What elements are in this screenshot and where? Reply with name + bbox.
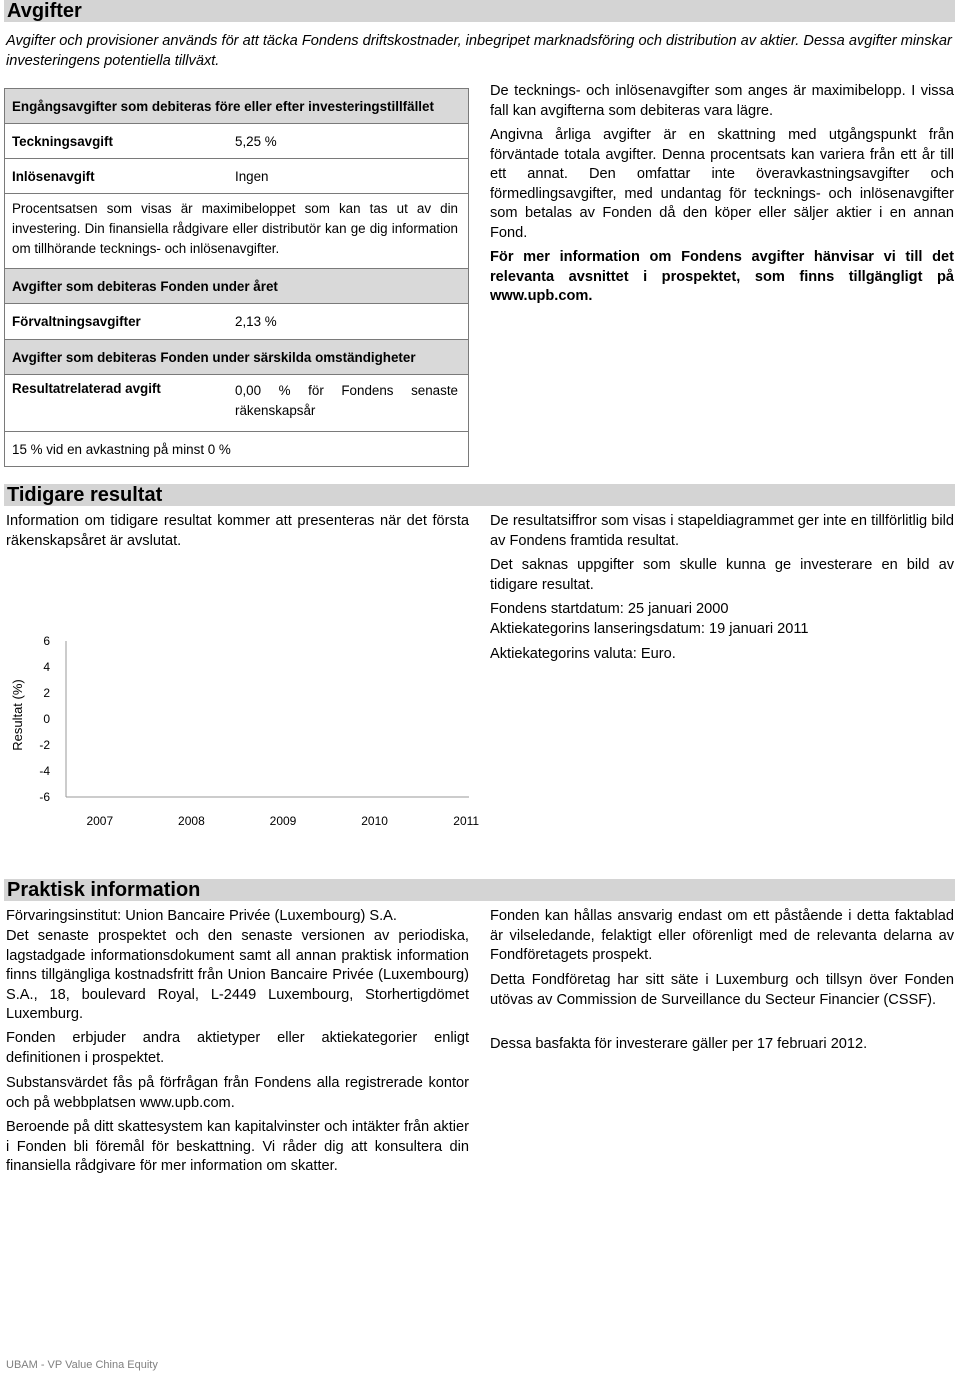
practical-right-p2: Detta Fondföretag har sitt säte i Luxemburg och tillsyn över Fonden utövas av Commission de Surveillance du Secteur Financier (CSSF).: [490, 972, 954, 1008]
chart-y-tick-label: -4: [39, 764, 50, 778]
practical-left-p1: Förvaringsinstitut: Union Bancaire Privée (Luxembourg) S.A.: [6, 908, 397, 924]
max-fee-note: Procentsatsen som visas är maximibeloppet som kan tas ut av din investering. Din finansiella rådgivare eller distributör kan ge dig information om tillhörande tecknings- och inlösenavgifter.: [4, 193, 469, 269]
practical-right-p3: Dessa basfakta för investerare gäller per 17 februari 2012.: [490, 1036, 868, 1052]
practical-info-title: Praktisk information: [4, 879, 955, 901]
performance-chart: [0, 600, 480, 840]
exit-fee-value: Ingen: [235, 168, 269, 184]
special-fees-heading: Avgifter som debiteras Fonden under särskilda omständigheter: [4, 339, 469, 375]
practical-left-p3: Fonden erbjuder andra aktietyper eller aktiekategorier enligt definitionen i prospektet.: [6, 1030, 469, 1066]
document-footer: UBAM - VP Value China Equity: [6, 1359, 158, 1371]
chart-y-axis-label: Resultat (%): [10, 679, 25, 751]
exit-fee-label: Inlösenavgift: [12, 168, 95, 184]
chart-y-tick-label: -6: [39, 790, 50, 804]
past-right-p1: De resultatsiffror som visas i stapeldiagrammet ger inte en tillförlitlig bild av Fondens framtida resultat.: [490, 513, 954, 549]
entry-fee-row: [4, 123, 469, 159]
chart-x-tick-label: 2007: [86, 814, 114, 828]
entry-fee-label: Teckningsavgift: [12, 133, 113, 149]
fees-right-p3: För mer information om Fondens avgifter hänvisar vi till det relevanta avsnittet i prospektet, som finns tillgängligt på www.upb.com.: [490, 249, 954, 305]
performance-fee-value: 0,00 % för Fondens senaste räkenskapsår: [235, 383, 458, 418]
chart-y-tick-label: 2: [43, 686, 50, 700]
performance-fee-row: [4, 374, 469, 432]
management-fee-row: [4, 303, 469, 340]
chart-y-tick-label: 6: [43, 634, 50, 648]
past-left-p: Information om tidigare resultat kommer att presenteras när det första räkenskapsåret är avslutat.: [6, 513, 469, 549]
entry-fee-value: 5,25 %: [235, 133, 277, 149]
past-right-p5: Aktiekategorins valuta: Euro.: [490, 646, 676, 662]
fees-title: Avgifter: [4, 0, 955, 22]
management-fee-value: 2,13 %: [235, 314, 277, 329]
chart-y-tick-label: 0: [43, 712, 50, 726]
chart-x-tick-label: 2008: [178, 814, 205, 828]
chart-y-tick-label: -2: [39, 738, 50, 752]
one-off-fees-heading: Engångsavgifter som debiteras före eller efter investeringstillfället: [4, 88, 469, 124]
practical-left-p5: Beroende på ditt skattesystem kan kapitalvinster och intäkter från aktier i Fonden bli föremål för beskattning. Vi råder dig att konsultera din finansiella rådgivare för mer information om skatter.: [6, 1119, 469, 1175]
chart-x-ticks: [86, 814, 479, 828]
practical-left-p4: Substansvärdet fås på förfrågan från Fondens alla registrerade kontor och på webbplatsen www.upb.com.: [6, 1075, 469, 1111]
fees-right-p1: De tecknings- och inlösenavgifter som anges är maximibelopp. I vissa fall kan avgifterna som debiteras vara lägre.: [490, 83, 954, 119]
past-right-p3: Fondens startdatum: 25 januari 2000: [490, 601, 729, 617]
performance-fee-label: Resultatrelaterad avgift: [12, 381, 161, 396]
management-fee-label: Förvaltningsavgifter: [12, 314, 141, 329]
past-right-p2: Det saknas uppgifter som skulle kunna ge investerare en bild av tidigare resultat.: [490, 557, 954, 593]
fees-intro: Avgifter och provisioner används för att täcka Fondens driftskostnader, inbegripet marknadsföring och distribution av aktier. Dessa avgifter minskar investeringens potentiella tillväxt.: [6, 33, 952, 69]
past-right-p4: Aktiekategorins lanseringsdatum: 19 januari 2011: [490, 621, 809, 637]
performance-fee-detail: 15 % vid en avkastning på minst 0 %: [4, 431, 469, 467]
chart-x-tick-label: 2010: [361, 814, 388, 828]
chart-y-tick-label: 4: [43, 660, 50, 674]
chart-x-tick-label: 2011: [453, 814, 480, 828]
chart-y-ticks: [39, 634, 50, 804]
annual-fees-heading: Avgifter som debiteras Fonden under året: [4, 268, 469, 304]
fees-right-p2: Angivna årliga avgifter är en skattning med utgångspunkt från förväntade totala avgifter. Denna procentsats kan variera från ett år till ett annat. Den omfattar inte överavkastningsavgifter och förmedlingsavgifter, med undantag för tecknings- och inlösenavgifter som betalas av Fonden då den köper eller säljer aktier i en annan Fond.: [490, 127, 954, 241]
exit-fee-row: [4, 158, 469, 194]
practical-left-p2: Det senaste prospektet och den senaste versionen av periodiska, lagstadgade informationsdokument samt all annan praktisk information finns tillgängliga kostnadsfritt från Union Bancaire Privée (Luxembourg) S.A., 18, boulevard Royal, L-2449 Luxembourg, Storhertigdömet Luxemburg.: [6, 928, 469, 1023]
past-performance-title: Tidigare resultat: [4, 484, 955, 506]
chart-x-tick-label: 2009: [269, 814, 297, 828]
practical-right-p1: Fonden kan hållas ansvarig endast om ett påstående i detta faktablad är vilseledande, felaktigt eller oförenligt med de relevanta delarna av Fondföretagets prospekt.: [490, 908, 954, 964]
